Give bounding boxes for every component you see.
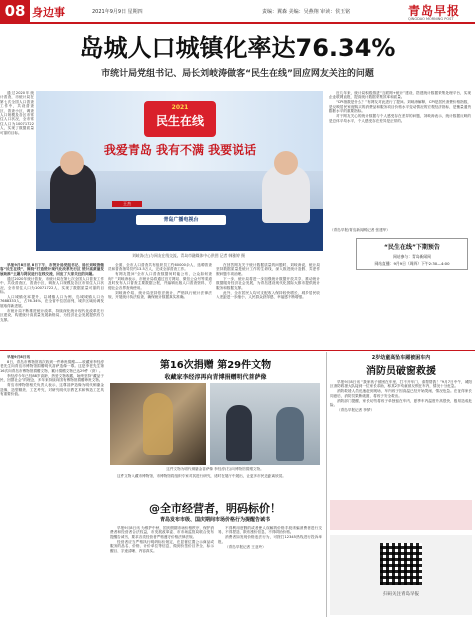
main-headline: 岛城人口城镇化率达76.34%: [79, 34, 396, 62]
story3-para3: 不得利用虚假的或者使人误解的价格手段诱骗消费者进行交易，不得捏造、散布涨价信息，不得哄抬价格。: [218, 526, 322, 535]
story2-caption-2: 李经淳(右)向博物馆捐赠文物。: [214, 467, 264, 471]
photo-desk-sign: 青岛广播电视台: [136, 215, 226, 225]
story3-col2: [218, 526, 322, 616]
story2-photo-caption: [110, 467, 320, 472]
right-para2: “CPI指数是什么？”有网友对此进行了提问。刘岐涛解释，CPI是居民消费价格指数，是反映居民家庭购买的消费品和服务项目价格水平变动情况的宏观经济指标，是衡量通货膨胀水平的重要指标。: [329, 100, 471, 114]
story2-headline: 收藏家李经淳再向青博捐赠明代菩萨像: [164, 374, 267, 381]
statue-figure: [143, 393, 173, 455]
photo-nameplate: 王杰: [112, 201, 142, 207]
main-side-para: 通过2020年统计普查，市统计局在第七次全国人口普查工作中，共设普查区、普查小区，调查人口规模及各区市常住人口状况，全市常住人口为10071722人，实现了数据质量可靠的目标。: [0, 91, 34, 135]
story2-mid-para: 这件文物入藏市博物馆，市博物馆将组织专家对其进行研究，适时在展厅中展出，让更多市民近距离欣赏。: [117, 474, 286, 478]
right-column-text: [329, 91, 471, 239]
photo-person-right-head: [274, 151, 298, 175]
main-col3-para1: 在回答网友关于统计数据质量的问题时，刘岐涛说，统计局坚持数据质量是统计工作的生命线，深入推进统计造假、弄虚作假问题专项治理。: [216, 263, 320, 276]
right-para1: 近几年来，统计局积极推进“互联网+统计”建设，搭建统计数据采集处理平台，实现企业联网直报，提高统计数据采集效率和质量。: [329, 91, 471, 100]
main-story-col1: [0, 263, 104, 347]
main-photo-caption: 刘岐涛(左)与网友在线交流。青岛市融媒体中心供图 记者 韩雅婷 摄: [132, 253, 245, 258]
photo-slogan: 我爱青岛 我有不满 我要说话: [103, 143, 257, 157]
story2-caption-1: 这件文物为明代铜鎏金菩萨像: [166, 467, 214, 471]
main-col2-para2: 有网友提问“全市人口普查数据何时能公布，公众如何查询？”刘岐涛表示，市统计局将通过官方网站、微信公众号等渠道及时发布人口普查主要数据公报，并编辑出版人口普查资料，方便社会各界查询使用。: [108, 272, 212, 290]
story2-byline: 早报9月8日讯: [7, 355, 30, 359]
section-divider: [0, 350, 475, 351]
story3-credit: （青岛早报记者 王亚玲）: [225, 544, 266, 549]
header-rule: [0, 22, 475, 24]
main-story-col2: [108, 263, 212, 347]
story2-photo-donation: [210, 383, 320, 465]
qr-label: 扫码关注青岛早报: [383, 592, 419, 597]
story2-para1: 8日，青岛市博物馆再次收到一件珍贵捐赠——收藏家李经淳老先生向青岛市博物馆捐赠明代菩萨造像一尊。这是李老先生第16次向青岛市博物馆捐赠文物，累计捐赠文物已达29件（套）。: [0, 360, 104, 373]
right-divider: [326, 352, 327, 617]
section-name: 身边事: [32, 6, 65, 19]
main-col1-para1: 通过2020年统计普查，市统计局在第七次全国人口普查工作中，共设普查区、普查小区，调查人口规模及各区市常住人口状况，全市常住人口为10071722人，实现了数据质量可靠的目标。: [0, 276, 104, 295]
logo-text: 青岛早报: [408, 4, 461, 18]
photo-logo-title: 民生在线: [155, 114, 204, 128]
story4-credit: （青岛早报记者 李梦）: [337, 408, 375, 413]
photo-person-left-head: [60, 151, 84, 175]
donation-person-left: [226, 405, 252, 461]
story2-photo-statue: [110, 383, 206, 465]
page-header: [0, 0, 475, 22]
photo-logo-block: [144, 101, 216, 137]
story2-mid-text: [110, 474, 320, 496]
preview-box-title: “民生在线”下期预告: [384, 244, 440, 251]
preview-box-line1: 网站参与：青岛新闻网: [393, 254, 431, 259]
story2-para2: 李经淳今年已经88岁高龄，热爱文物收藏，始终坚持“藏品于民，回馈社会”的理念，多年来持续向国有博物馆捐赠珍贵文物。: [0, 373, 104, 383]
main-col2-para3: 刘岐涛介绍，统计局坚持依法统计，严格执行统计法律法规，开展统计执法检查，确保统计数据真实准确。: [108, 290, 212, 300]
main-col1-para3: 市统计局不断推进统计改革，持续深化统计现代化改革先行区建设，构建统计高质量发展新格局，为经济社会发展提供有力支撑。: [0, 308, 104, 322]
story4-para1: 早报9月8日讯 “我家孩子被困在车里，打不开车门，请帮帮我！”9月7日中午，城阳区消防救援大队接到一位家长求助，称其2岁幼童被反锁在车内，情况十分危急。: [330, 380, 472, 389]
main-lead: 早报9月8日讯 8日下午，市统计局党组书记、局长刘岐涛做客“民生在线”，围绕“打造统计现代化改革先行区 统计高质量发展助推”主题与网民进行在线交流，回应了大家关注的问题。: [0, 263, 104, 276]
editors-line: 责编：翼森 美编：吴燕翔 审读：侯玉铭: [262, 9, 351, 15]
story3-subhead: 青岛发布市级、国庆期间市场价格行为提醒告诫书: [159, 517, 270, 523]
preview-box-line2: 网站直播：9月9日（周四）下午2:30—4:00: [374, 261, 450, 266]
qr-code: [380, 543, 422, 585]
story2-col1: [0, 355, 104, 617]
story3-headline: @全市经营者，明码标价！: [149, 502, 281, 515]
story4-para2: 消防救援人员迅速赶到现场，车内孩子因高温已经开始哭闹，情况危急。在征得家长同意后，消防员果断破窗，将孩子安全救出。: [330, 389, 472, 398]
story4-info-box: [330, 500, 472, 530]
story4-kicker: 2岁幼童高坠车厢被困车内: [371, 355, 431, 361]
main-story-side: [0, 91, 34, 259]
photo-logo-year: 2021: [171, 104, 189, 111]
story2-kicker: 第16次捐赠 第29件文物: [159, 360, 272, 371]
issue-date: 2021年9月9日 星期四: [92, 9, 143, 15]
story4-headline: 消防员破窗救援: [366, 366, 436, 377]
main-photo: [36, 91, 323, 251]
right-para3: 对于网友关心的统计数据与个人感受存在差异的问题，刘岐涛表示，统计数据反映的是总体平均水平，个人感受存在差异是正常的。: [329, 114, 471, 123]
story4-para3: 消防部门提醒，家长切勿将孩子单独留在车内，夏季车内温度升高很快，极易造成危险。: [330, 398, 472, 408]
page-number: 08: [0, 0, 30, 22]
right-credit: （青岛早报/青岛新闻网记者 张建华）: [330, 228, 390, 232]
story2-para3: 青岛市博物馆相关负责人表示，这尊菩萨造像为明代铜鎏金造像，造型精美、工艺考究，对研究明代宗教艺术和铸造工艺具有重要价值。: [0, 383, 104, 397]
story3-para2: 经营者应当严格执行明码标价规定，在显著位置公示商品或服务的品名、价格、计价单位等信息，做到价签价目齐全、标示醒目、字迹清晰、内容真实。: [110, 539, 214, 553]
logo-subtext: QINGDAO MORNING POST: [408, 17, 454, 21]
story4-text: [330, 380, 472, 480]
story3-para1: 早报9月8日讯 为维护中秋、国庆假期市场价格秩序，保护消费者和经营者合法权益，市发展改革委、市市场监管局联合发布提醒告诫书，要求各类经营者严格遵守价格法律法规。: [110, 526, 214, 539]
preview-box: [356, 238, 468, 270]
main-story-col3: [216, 263, 320, 347]
donation-person-right: [276, 407, 304, 461]
story3-para4: 消费者如发现价格违法行为，可拨打12345热线进行投诉举报。: [218, 535, 322, 544]
main-col3-para3: 此外，全市居民人均可支配收入保持较快增长，城乡居民收入差距进一步缩小，人民群众获得感、幸福感不断增强。: [216, 290, 320, 300]
main-col2-para1: 全面，全市人口普查共有组织员工约60000余人，选聘普查员和普查指导员约13.5万人，完成全部普查工作。: [108, 263, 212, 272]
main-subhead: 市统计局党组书记、局长刘岐涛做客“民生在线”回应网友关注的问题: [101, 69, 374, 79]
main-col3-para2: 下一步，统计局将进一步加强统计数据开放共享，推动统计数据服务经济社会发展，为青岛建设现代化国际大都市提供统计服务和数据支撑。: [216, 276, 320, 290]
main-col1-para2: 人口城镇化率提升，以城镇人口为例，岛城城镇人口为7688333人，占76.34%，在全省中位居前列，城乡区域协调发展取得新进展。: [0, 295, 104, 308]
newspaper-logo: [408, 2, 472, 20]
qr-area: [330, 535, 472, 615]
story3-col1: [110, 526, 214, 616]
